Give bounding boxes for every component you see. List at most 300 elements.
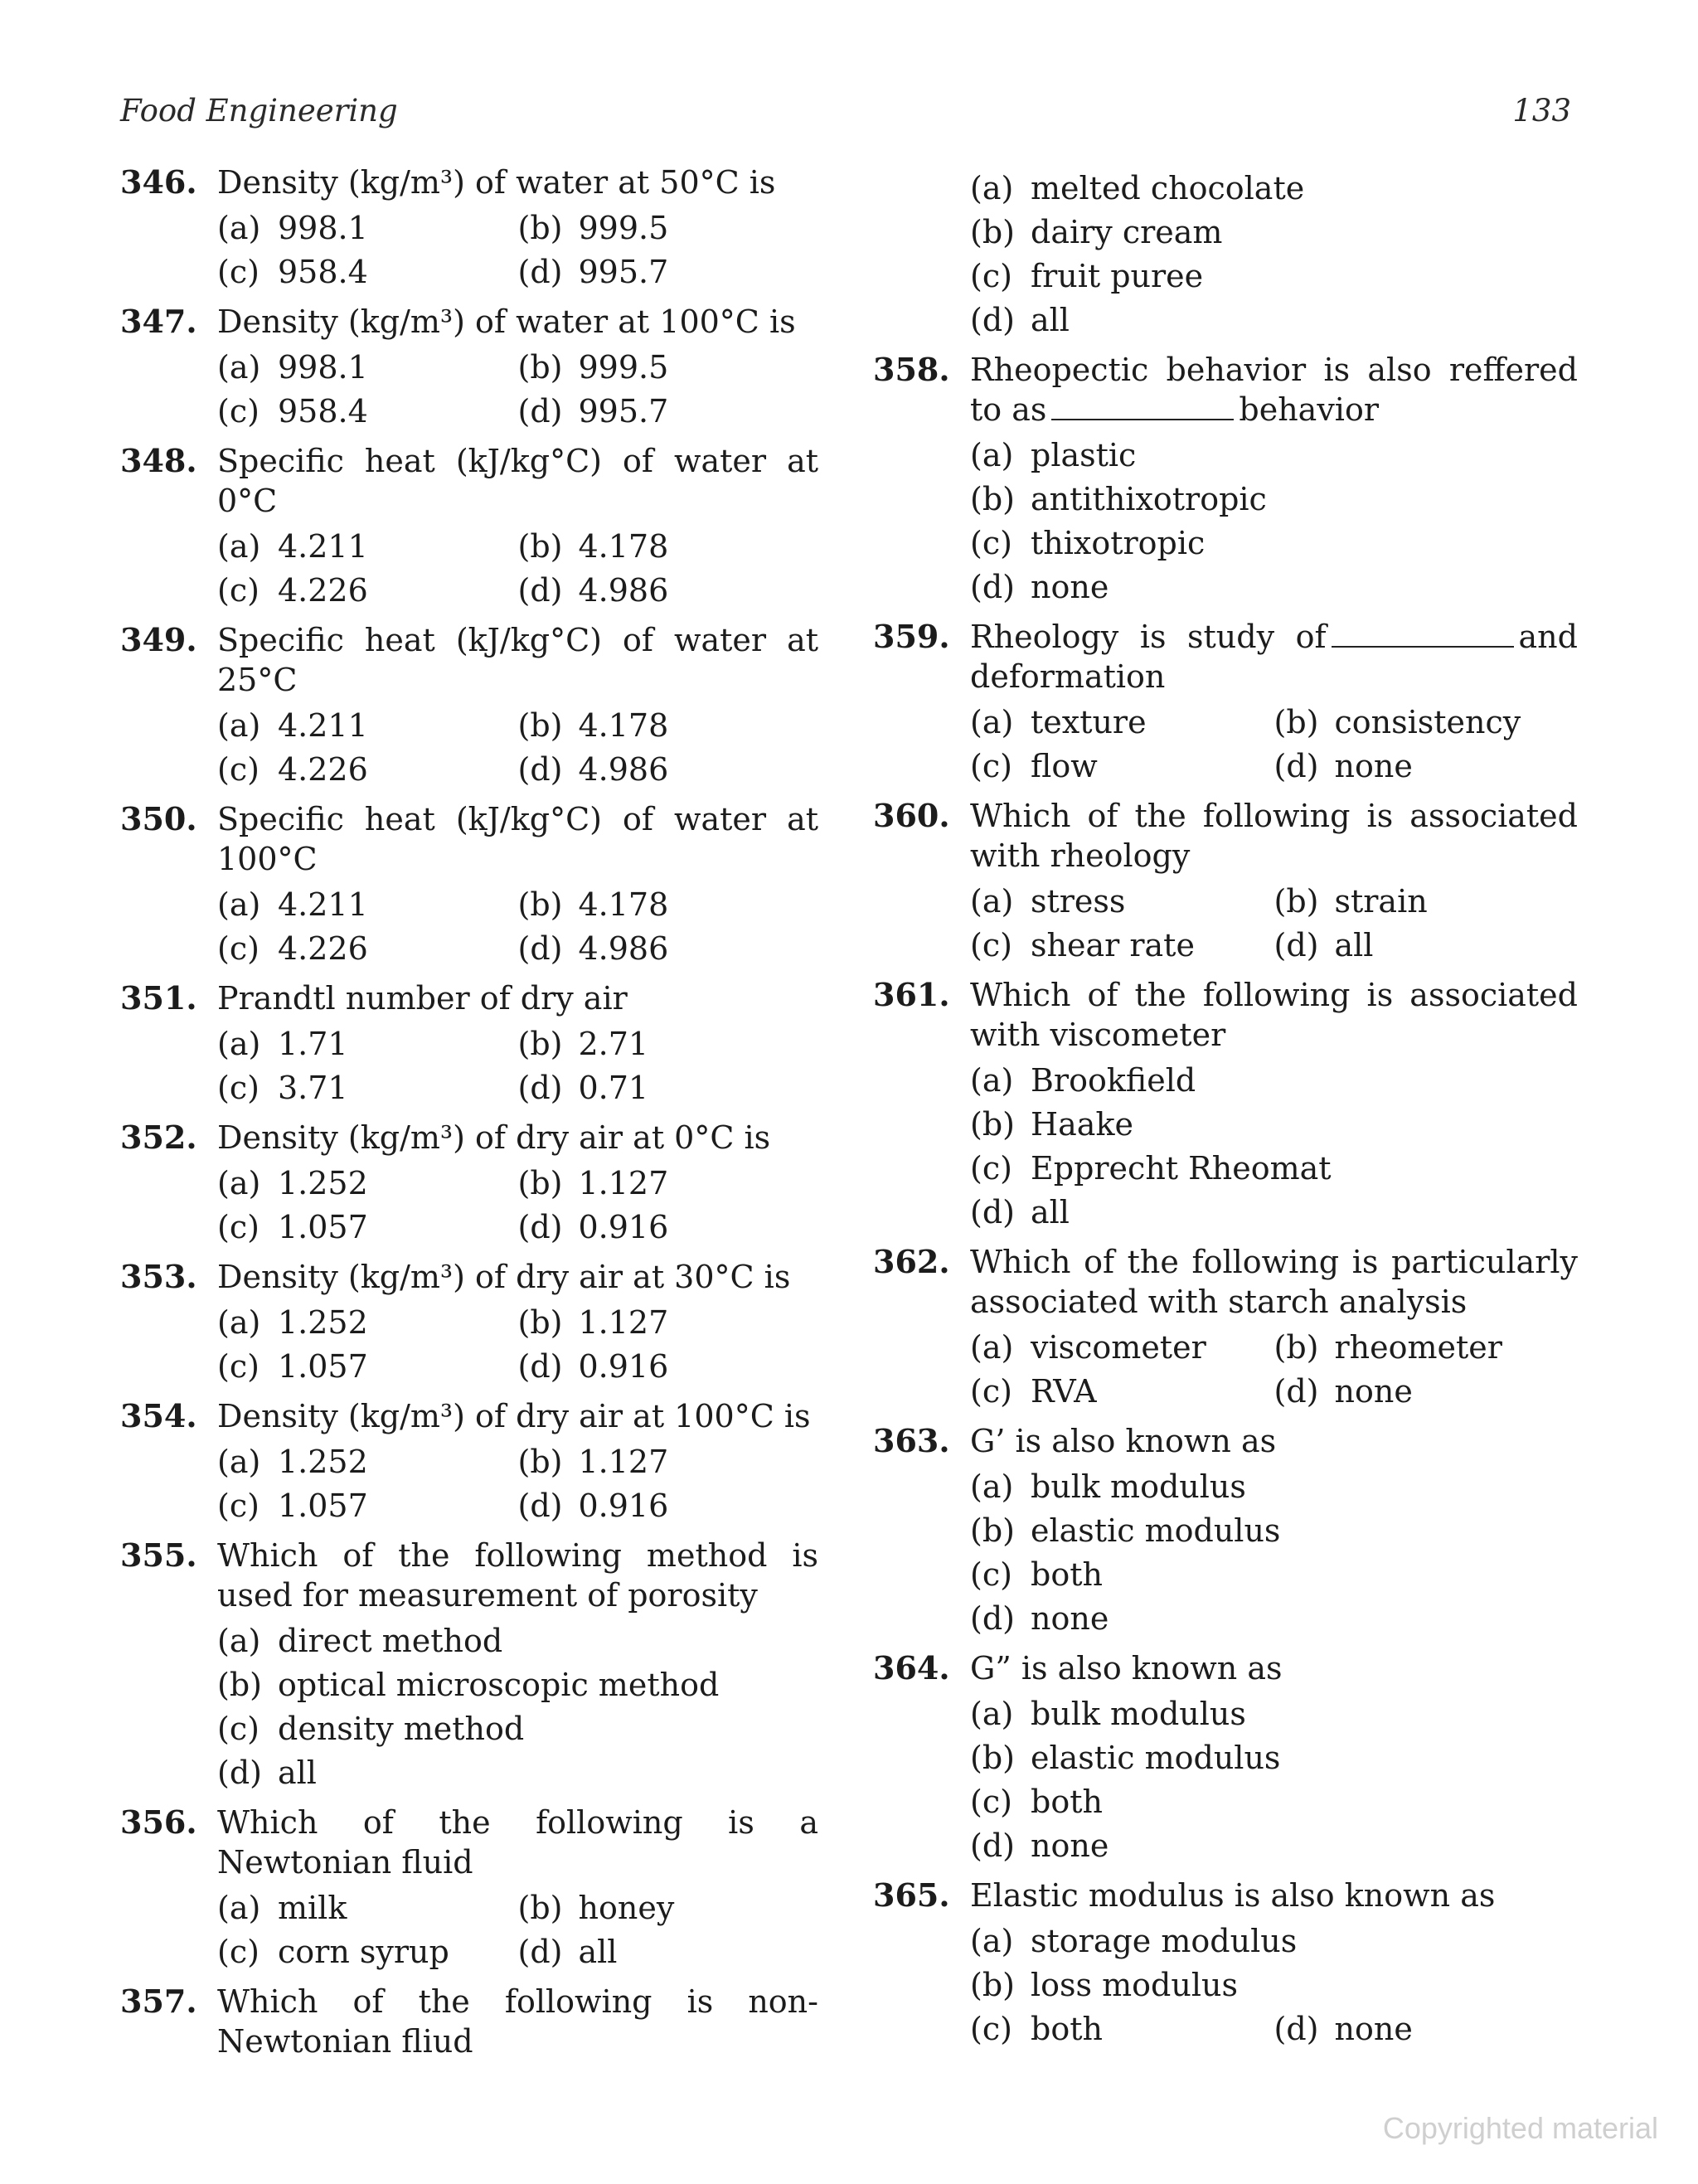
answer-option <box>970 1552 1578 1596</box>
option-text: elastic modulus <box>1031 1512 1281 1549</box>
options-list <box>970 1691 1578 1867</box>
answer-option <box>518 1022 819 1065</box>
question-number: 355. <box>120 1536 197 1574</box>
question-stem <box>873 796 1578 876</box>
question-stem <box>873 617 1578 696</box>
question-stem <box>873 1648 1578 1688</box>
answer-option <box>518 1483 819 1527</box>
option-text: 958.4 <box>278 392 368 430</box>
answer-option <box>970 1735 1578 1779</box>
option-label: (d) <box>517 1487 563 1524</box>
answer-option <box>518 1886 819 1929</box>
option-label: (c) <box>217 1710 260 1747</box>
option-label: (d) <box>1274 2010 1319 2047</box>
option-label: (d) <box>970 1193 1015 1230</box>
question-text <box>970 617 1578 696</box>
option-text: 4.986 <box>578 750 669 788</box>
answer-option <box>518 703 819 747</box>
question-text-main: Specific heat (kJ/kg°C) of water at 0°C <box>217 443 818 519</box>
option-text: 4.226 <box>278 929 368 967</box>
option-text: both <box>1031 1555 1103 1593</box>
question-text-main: Which of the following is associated with rheology <box>970 798 1578 874</box>
option-label: (d) <box>970 301 1015 338</box>
answer-option <box>217 206 518 250</box>
option-label: (d) <box>1274 926 1319 963</box>
option-text: none <box>1334 2010 1413 2047</box>
answer-option <box>518 747 819 791</box>
option-text: melted chocolate <box>1031 169 1305 206</box>
option-text: antithixotropic <box>1031 480 1267 517</box>
option-label: (a) <box>217 1164 261 1201</box>
answer-option <box>217 389 518 433</box>
answer-option <box>518 1344 819 1388</box>
question-item <box>873 1876 1578 2051</box>
option-label: (d) <box>1274 1372 1319 1410</box>
option-label: (c) <box>217 253 260 290</box>
option-text: none <box>1031 1599 1109 1637</box>
option-text: both <box>1031 1783 1103 1820</box>
option-label: (c) <box>970 1783 1012 1820</box>
question-text-main: Specific heat (kJ/kg°C) of water at 25°C <box>217 622 818 698</box>
option-label: (b) <box>970 1512 1015 1549</box>
answer-option <box>970 1190 1578 1234</box>
question-item <box>120 302 818 433</box>
question-text <box>217 978 818 1018</box>
question-item <box>873 166 1578 342</box>
answer-option <box>970 1102 1578 1146</box>
answer-option <box>970 879 1274 923</box>
answer-option <box>217 703 518 747</box>
question-item <box>120 441 818 612</box>
answer-option <box>217 1619 818 1662</box>
options-list <box>217 1439 818 1527</box>
options-list <box>217 1161 818 1249</box>
question-text-main: Density (kg/m³) of dry air at 0°C is <box>217 1119 771 1156</box>
answer-option <box>217 1662 818 1706</box>
options-list <box>970 1464 1578 1640</box>
question-number: 363. <box>873 1422 950 1459</box>
answer-option <box>217 345 518 389</box>
option-label: (a) <box>217 209 261 246</box>
answer-option <box>970 1325 1274 1369</box>
option-label: (c) <box>970 1555 1012 1593</box>
options-list <box>970 1919 1578 2051</box>
option-text: loss modulus <box>1031 1966 1238 2003</box>
question-number: 365. <box>873 1876 950 1914</box>
option-label: (c) <box>217 1347 260 1385</box>
question-text <box>217 441 818 521</box>
answer-option <box>970 166 1578 210</box>
question-text-main: G” is also known as <box>970 1650 1283 1687</box>
answer-option <box>1274 1369 1579 1413</box>
option-label: (c) <box>970 1372 1012 1410</box>
question-text <box>970 796 1578 876</box>
answer-option <box>970 1369 1274 1413</box>
option-text: 998.1 <box>278 348 368 386</box>
question-text-main: Which of the following is non-Newtonian fliud <box>217 1983 818 2060</box>
question-text-main: Which of the following is particularly associated with starch analysis <box>970 1244 1578 1320</box>
option-label: (a) <box>970 1695 1014 1732</box>
question-stem <box>120 978 818 1018</box>
option-label: (b) <box>517 209 563 246</box>
option-label: (c) <box>217 929 260 967</box>
option-label: (b) <box>970 213 1015 250</box>
option-label: (c) <box>970 1149 1012 1187</box>
question-stem <box>873 1421 1578 1461</box>
question-number: 348. <box>120 442 197 479</box>
answer-option <box>518 882 819 926</box>
answer-option <box>970 1508 1578 1552</box>
option-text: Brookfield <box>1031 1061 1196 1099</box>
question-item <box>873 1421 1578 1640</box>
option-text: all <box>278 1754 317 1791</box>
question-item <box>120 1536 818 1794</box>
question-item <box>120 799 818 970</box>
option-label: (d) <box>1274 747 1319 784</box>
option-label: (b) <box>1274 1328 1319 1366</box>
answer-option <box>970 2007 1274 2051</box>
question-stem <box>120 1803 818 1882</box>
option-text: elastic modulus <box>1031 1739 1281 1776</box>
answer-option <box>518 1300 819 1344</box>
option-text: rheometer <box>1334 1328 1502 1366</box>
answer-option <box>970 1823 1578 1867</box>
question-text <box>217 1536 818 1615</box>
answer-option <box>518 389 819 433</box>
question-stem <box>120 441 818 521</box>
options-list <box>217 1886 818 1973</box>
option-text: 995.7 <box>578 392 669 430</box>
option-label: (b) <box>1274 703 1319 740</box>
option-text: 1.252 <box>278 1303 368 1341</box>
answer-option <box>970 1146 1578 1190</box>
question-item <box>873 1648 1578 1867</box>
answer-option <box>970 521 1578 565</box>
answer-option <box>970 744 1274 788</box>
question-number: 362. <box>873 1243 950 1280</box>
fill-in-blank <box>1332 619 1514 648</box>
option-text: 2.71 <box>578 1025 649 1062</box>
question-text-main: G’ is also known as <box>970 1423 1277 1459</box>
option-text: all <box>1031 301 1070 338</box>
question-stem <box>873 1876 1578 1915</box>
question-stem <box>120 163 818 202</box>
answer-option <box>217 1439 518 1483</box>
answer-option <box>970 1919 1578 1963</box>
option-text: plastic <box>1031 436 1137 473</box>
question-text-main: Rheopectic behavior is also reffered to as <box>970 352 1578 428</box>
question-text-main: Which of the following is a Newtonian fluid <box>217 1804 818 1881</box>
question-number: 350. <box>120 800 197 837</box>
option-text: none <box>1031 568 1109 605</box>
question-number: 356. <box>120 1803 197 1841</box>
option-label: (d) <box>517 750 563 788</box>
option-label: (b) <box>517 1025 563 1062</box>
option-text: strain <box>1334 882 1428 920</box>
question-stem <box>873 975 1578 1055</box>
option-label: (a) <box>217 886 261 923</box>
option-label: (c) <box>970 524 1012 561</box>
question-item <box>120 1982 818 2061</box>
question-text <box>217 799 818 879</box>
answer-option <box>970 1691 1578 1735</box>
answer-option <box>217 1886 518 1929</box>
answer-option <box>970 254 1578 298</box>
question-text <box>217 163 818 202</box>
answer-option <box>217 1344 518 1388</box>
fill-in-blank <box>1051 392 1234 420</box>
answer-option <box>518 524 819 568</box>
option-text: all <box>1031 1193 1070 1230</box>
option-text: bulk modulus <box>1031 1468 1246 1505</box>
option-label: (a) <box>970 882 1014 920</box>
option-label: (d) <box>517 1347 563 1385</box>
option-label: (a) <box>970 1061 1014 1099</box>
option-text: none <box>1334 747 1413 784</box>
question-text <box>970 350 1578 430</box>
answer-option <box>217 568 518 612</box>
question-text <box>217 620 818 700</box>
options-list <box>970 879 1578 967</box>
option-label: (d) <box>517 1208 563 1245</box>
option-label: (b) <box>517 706 563 744</box>
option-label: (d) <box>517 253 563 290</box>
option-label: (d) <box>517 1069 563 1106</box>
question-number: 361. <box>873 976 950 1013</box>
option-label: (b) <box>970 480 1015 517</box>
question-text-after: and deformation <box>970 619 1578 695</box>
question-number: 352. <box>120 1119 197 1156</box>
option-label: (c) <box>970 2010 1012 2047</box>
option-text: RVA <box>1031 1372 1097 1410</box>
question-text-main: Specific heat (kJ/kg°C) of water at 100°C <box>217 801 818 877</box>
question-text <box>217 1257 818 1297</box>
question-item <box>120 978 818 1109</box>
question-stem <box>120 302 818 342</box>
question-item <box>120 1803 818 1973</box>
answer-option <box>518 568 819 612</box>
question-number: 364. <box>873 1649 950 1687</box>
option-label: (b) <box>1274 882 1319 920</box>
option-text: Epprecht Rheomat <box>1031 1149 1332 1187</box>
option-text: 3.71 <box>278 1069 348 1106</box>
question-item <box>873 796 1578 967</box>
question-number: 349. <box>120 621 197 658</box>
answer-option <box>217 1750 818 1794</box>
answer-option <box>518 1161 819 1205</box>
option-text: optical microscopic method <box>278 1666 720 1703</box>
options-list <box>970 700 1578 788</box>
options-list <box>217 1022 818 1109</box>
answer-option <box>217 882 518 926</box>
answer-option <box>518 345 819 389</box>
answer-option <box>970 477 1578 521</box>
question-item <box>873 1242 1578 1413</box>
option-label: (c) <box>217 1069 260 1106</box>
option-text: 4.986 <box>578 571 669 609</box>
option-label: (c) <box>217 1208 260 1245</box>
option-label: (d) <box>517 1933 563 1970</box>
answer-option <box>970 1596 1578 1640</box>
answer-option <box>217 1161 518 1205</box>
question-number: 353. <box>120 1258 197 1295</box>
answer-option <box>217 1022 518 1065</box>
options-list <box>217 206 818 294</box>
answer-option <box>970 700 1274 744</box>
option-label: (b) <box>217 1666 262 1703</box>
question-text-main: Rheology is study of <box>970 619 1327 655</box>
option-label: (b) <box>517 886 563 923</box>
option-text: 999.5 <box>578 348 669 386</box>
options-list <box>217 882 818 970</box>
option-label: (c) <box>217 571 260 609</box>
answer-option <box>518 1065 819 1109</box>
option-label: (a) <box>217 1889 261 1926</box>
option-label: (d) <box>517 571 563 609</box>
answer-option <box>970 1464 1578 1508</box>
option-text: honey <box>578 1889 675 1926</box>
option-text: flow <box>1031 747 1098 784</box>
answer-option <box>1274 700 1579 744</box>
answer-option <box>217 1300 518 1344</box>
question-number: 359. <box>873 618 950 655</box>
option-label: (a) <box>217 1443 261 1480</box>
option-label: (a) <box>217 1303 261 1341</box>
question-stem <box>120 1118 818 1158</box>
answer-option <box>970 1963 1578 2007</box>
question-text-after: behavior <box>1239 391 1379 428</box>
option-text: viscometer <box>1031 1328 1206 1366</box>
option-text: all <box>1334 926 1374 963</box>
answer-option <box>217 250 518 294</box>
option-label: (c) <box>217 392 260 430</box>
option-text: both <box>1031 2010 1103 2047</box>
option-text: Haake <box>1031 1105 1133 1143</box>
option-text: shear rate <box>1031 926 1195 963</box>
question-text <box>217 1803 818 1882</box>
options-list <box>970 1325 1578 1413</box>
option-text: 1.057 <box>278 1208 368 1245</box>
option-label: (a) <box>970 1328 1014 1366</box>
question-stem <box>120 1982 818 2061</box>
answer-option <box>1274 923 1579 967</box>
option-label: (b) <box>517 1443 563 1480</box>
answer-option <box>217 1065 518 1109</box>
option-label: (d) <box>517 392 563 430</box>
option-label: (a) <box>970 1468 1014 1505</box>
question-stem <box>120 1536 818 1615</box>
question-text <box>217 302 818 342</box>
option-text: 1.71 <box>278 1025 348 1062</box>
answer-option <box>970 1058 1578 1102</box>
question-item <box>120 1396 818 1527</box>
option-text: 999.5 <box>578 209 669 246</box>
option-text: 1.252 <box>278 1443 368 1480</box>
options-list <box>970 166 1578 342</box>
option-label: (b) <box>517 1164 563 1201</box>
option-text: 4.211 <box>278 886 368 923</box>
question-text-main: Which of the following is associated with viscometer <box>970 977 1578 1053</box>
option-text: milk <box>278 1889 347 1926</box>
question-number: 357. <box>120 1983 197 2020</box>
answer-option <box>217 524 518 568</box>
answer-option <box>518 1439 819 1483</box>
answer-option <box>1274 1325 1579 1369</box>
option-text: 4.178 <box>578 527 669 565</box>
option-text: none <box>1334 1372 1413 1410</box>
option-label: (b) <box>517 1889 563 1926</box>
options-list <box>217 524 818 612</box>
question-text <box>970 1648 1578 1688</box>
question-text-main: Prandtl number of dry air <box>217 980 628 1017</box>
option-text: 958.4 <box>278 253 368 290</box>
question-item <box>873 350 1578 609</box>
option-label: (c) <box>970 926 1012 963</box>
option-text: 1.057 <box>278 1487 368 1524</box>
option-text: storage modulus <box>1031 1922 1298 1959</box>
option-text: corn syrup <box>278 1933 449 1970</box>
question-text-main: Density (kg/m³) of water at 50°C is <box>217 164 776 201</box>
question-text <box>217 1396 818 1436</box>
option-text: 995.7 <box>578 253 669 290</box>
option-label: (a) <box>217 348 261 386</box>
option-label: (a) <box>217 706 261 744</box>
option-label: (a) <box>970 1922 1014 1959</box>
option-label: (b) <box>970 1105 1015 1143</box>
option-text: 4.178 <box>578 706 669 744</box>
answer-option <box>217 926 518 970</box>
question-text <box>217 1982 818 2061</box>
question-text <box>970 975 1578 1055</box>
option-label: (b) <box>970 1966 1015 2003</box>
option-label: (b) <box>517 348 563 386</box>
answer-option <box>970 210 1578 254</box>
running-header-title: Food Engineering <box>120 93 398 129</box>
option-text: 4.226 <box>278 571 368 609</box>
option-text: direct method <box>278 1622 503 1659</box>
question-text <box>970 1421 1578 1461</box>
option-text: 4.986 <box>578 929 669 967</box>
option-label: (d) <box>517 929 563 967</box>
question-item <box>873 975 1578 1234</box>
question-text <box>970 1242 1578 1322</box>
option-text: bulk modulus <box>1031 1695 1246 1732</box>
question-text-main: Elastic modulus is also known as <box>970 1877 1496 1914</box>
options-list <box>217 1300 818 1388</box>
answer-option <box>970 565 1578 609</box>
answer-option <box>217 1483 518 1527</box>
option-label: (a) <box>217 1622 261 1659</box>
question-item <box>873 617 1578 788</box>
copyright-watermark: Copyrighted material <box>1382 2111 1658 2145</box>
question-number: 354. <box>120 1397 197 1434</box>
option-text: 1.057 <box>278 1347 368 1385</box>
option-text: fruit puree <box>1031 257 1204 294</box>
question-text-main: Which of the following method is used for measurement of porosity <box>217 1537 818 1614</box>
option-label: (b) <box>970 1739 1015 1776</box>
option-label: (a) <box>970 703 1014 740</box>
option-text: 1.127 <box>578 1303 669 1341</box>
option-text: thixotropic <box>1031 524 1206 561</box>
option-label: (c) <box>217 1487 260 1524</box>
question-number: 347. <box>120 303 197 340</box>
answer-option <box>1274 879 1579 923</box>
option-label: (a) <box>217 527 261 565</box>
answer-option <box>217 1706 818 1750</box>
option-text: texture <box>1031 703 1147 740</box>
question-text-main: Density (kg/m³) of dry air at 100°C is <box>217 1398 811 1434</box>
left-column <box>120 163 818 2070</box>
